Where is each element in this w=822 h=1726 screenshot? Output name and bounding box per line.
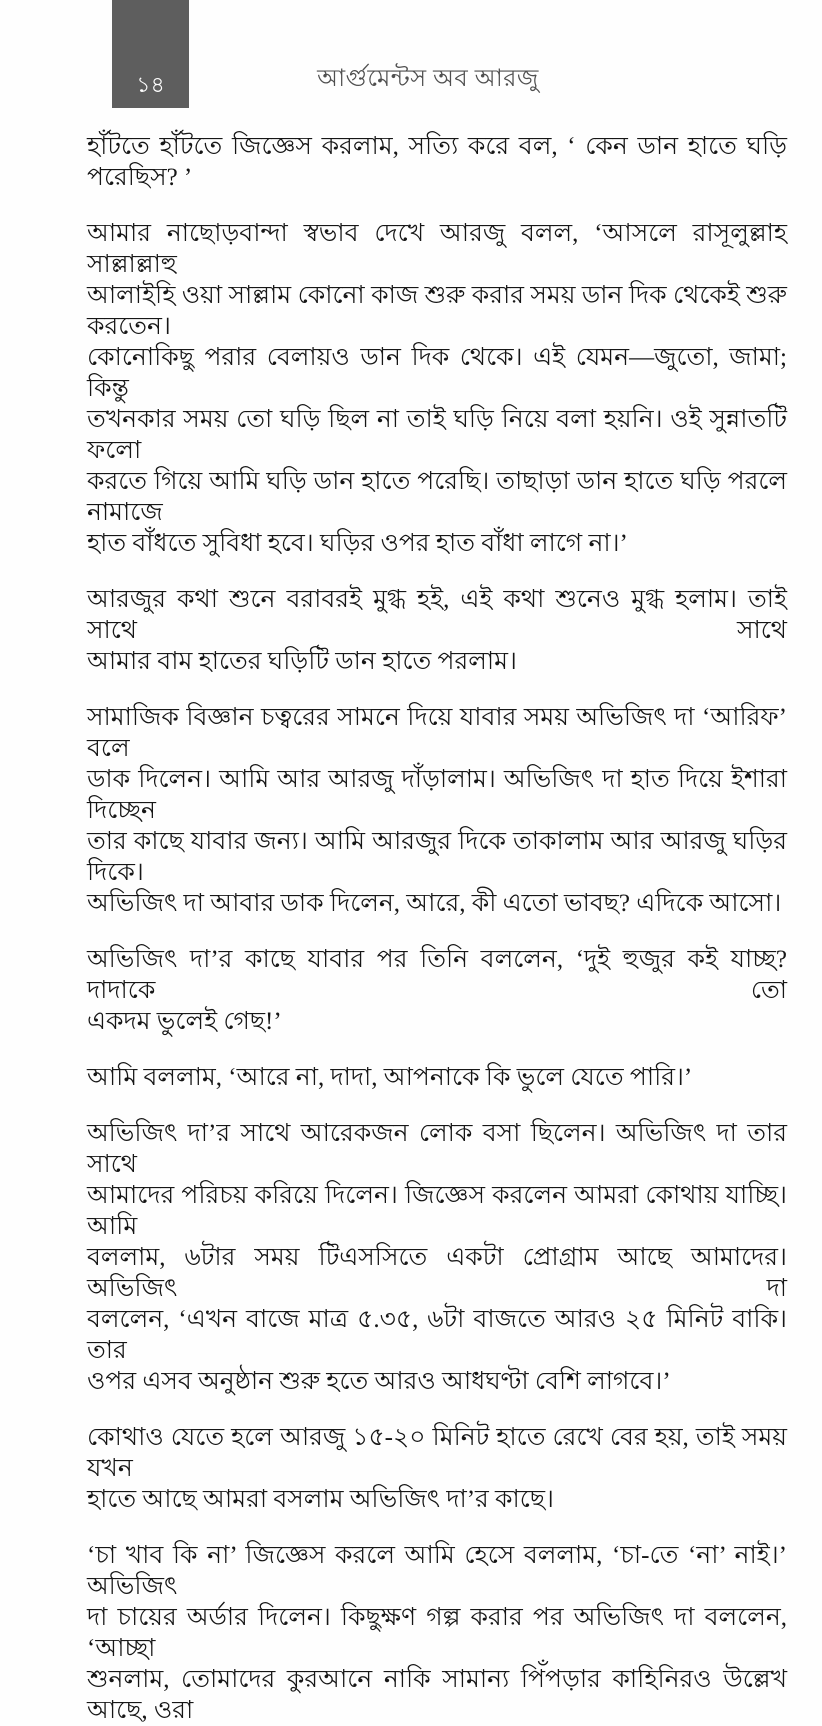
running-title: আর্গুমেন্টস অব আরজু — [317, 66, 539, 92]
page-number: ১৪ — [136, 72, 165, 97]
text-line: অভিজিৎ দা’র সাথে আরেকজন লোক বসা ছিলেন। অভিজিৎ দা তার সাথে — [87, 1120, 787, 1178]
text-line: ওপর এসব অনুষ্ঠান শুরু হতে আরও আধঘণ্টা বেশি লাগবে।’ — [87, 1368, 671, 1395]
text-line: আমার বাম হাতের ঘড়িটি ডান হাতে পরলাম। — [87, 648, 517, 675]
text-line: বললেন, ‘এখন বাজে মাত্র ৫.৩৫, ৬টা বাজতে আরও ২৫ মিনিট বাকি। তার — [87, 1306, 787, 1364]
text-line: আমার নাছোড়বান্দা স্বভাব দেখে আরজু বলল, ‘আসলে রাসূলুল্লাহ সাল্লাল্লাহু — [87, 220, 787, 278]
paragraph — [87, 584, 787, 677]
paragraph — [87, 218, 787, 559]
text-line: দা চায়ের অর্ডার দিলেন। কিছুক্ষণ গল্প করার পর অভিজিৎ দা বললেন, ‘আচ্ছা — [87, 1604, 787, 1662]
paragraph — [87, 131, 787, 193]
text-line: শুনলাম, তোমাদের কুরআনে নাকি সামান্য পিঁপড়ার কাহিনিরও উল্লেখ আছে, ওরা — [87, 1666, 787, 1724]
paragraph — [87, 1118, 787, 1397]
text-line: হাতে আছে আমরা বসলাম অভিজিৎ দা’র কাছে। — [87, 1486, 554, 1513]
paragraph — [87, 1540, 787, 1726]
text-line: ‘চা খাব কি না’ জিজ্ঞেস করলে আমি হেসে বললাম, ‘চা-তে ‘না’ নাই।’ অভিজিৎ — [87, 1542, 787, 1600]
text-line: আমাদের পরিচয় করিয়ে দিলেন। জিজ্ঞেস করলেন আমরা কোথায় যাচ্ছি। আমি — [87, 1182, 787, 1240]
body-text-column — [87, 131, 787, 1726]
text-line: কোথাও যেতে হলে আরজু ১৫-২০ মিনিট হাতে রেখে বের হয়, তাই সময় যখন — [87, 1424, 787, 1482]
text-line: ডাক দিলেন। আমি আর আরজু দাঁড়ালাম। অভিজিৎ দা হাত দিয়ে ইশারা দিচ্ছেন — [87, 766, 787, 824]
text-line: তার কাছে যাবার জন্য। আমি আরজুর দিকে তাকালাম আর আরজু ঘড়ির দিকে। — [87, 828, 787, 886]
text-line: আলাইহি ওয়া সাল্লাম কোনো কাজ শুরু করার সময় ডান দিক থেকেই শুরু করতেন। — [87, 282, 787, 340]
text-line: বললাম, ৬টার সময় টিএসসিতে একটা প্রোগ্রাম আছে আমাদের। অভিজিৎ দা — [87, 1244, 787, 1302]
paragraph — [87, 702, 787, 919]
text-line: অভিজিৎ দা আবার ডাক দিলেন, আরে, কী এতো ভাবছ? এদিকে আসো। — [87, 890, 782, 917]
text-line: একদম ভুলেই গেছ!’ — [87, 1008, 282, 1035]
text-line: অভিজিৎ দা’র কাছে যাবার পর তিনি বললেন, ‘দুই হুজুর কই যাচ্ছ? দাদাকে তো — [87, 946, 787, 1004]
paragraph — [87, 1062, 787, 1093]
paragraph — [87, 1422, 787, 1515]
text-line: সামাজিক বিজ্ঞান চত্বরের সামনে দিয়ে যাবার সময় অভিজিৎ দা ‘আরিফ’ বলে — [87, 704, 787, 762]
text-line: আমি বললাম, ‘আরে না, দাদা, আপনাকে কি ভুলে যেতে পারি।’ — [87, 1064, 693, 1091]
text-line: করতে গিয়ে আমি ঘড়ি ডান হাতে পরেছি। তাছাড়া ডান হাতে ঘড়ি পরলে নামাজে — [87, 468, 787, 526]
text-line: হাত বাঁধতে সুবিধা হবে। ঘড়ির ওপর হাত বাঁধা লাগে না।’ — [87, 530, 628, 557]
text-line: কোনোকিছু পরার বেলায়ও ডান দিক থেকে। এই যেমন—জুতো, জামা; কিন্তু — [87, 344, 787, 402]
text-line: হাঁটতে হাঁটতে জিজ্ঞেস করলাম, সত্যি করে বল, ‘ কেন ডান হাতে ঘড়ি পরেছিস? ’ — [87, 133, 787, 191]
text-line: আরজুর কথা শুনে বরাবরই মুগ্ধ হই, এই কথা শুনেও মুগ্ধ হলাম। তাই সাথে সাথে — [87, 586, 787, 644]
paragraph — [87, 944, 787, 1037]
text-line: তখনকার সময় তো ঘড়ি ছিল না তাই ঘড়ি নিয়ে বলা হয়নি। ওই সুন্নাতটি ফলো — [87, 406, 787, 464]
